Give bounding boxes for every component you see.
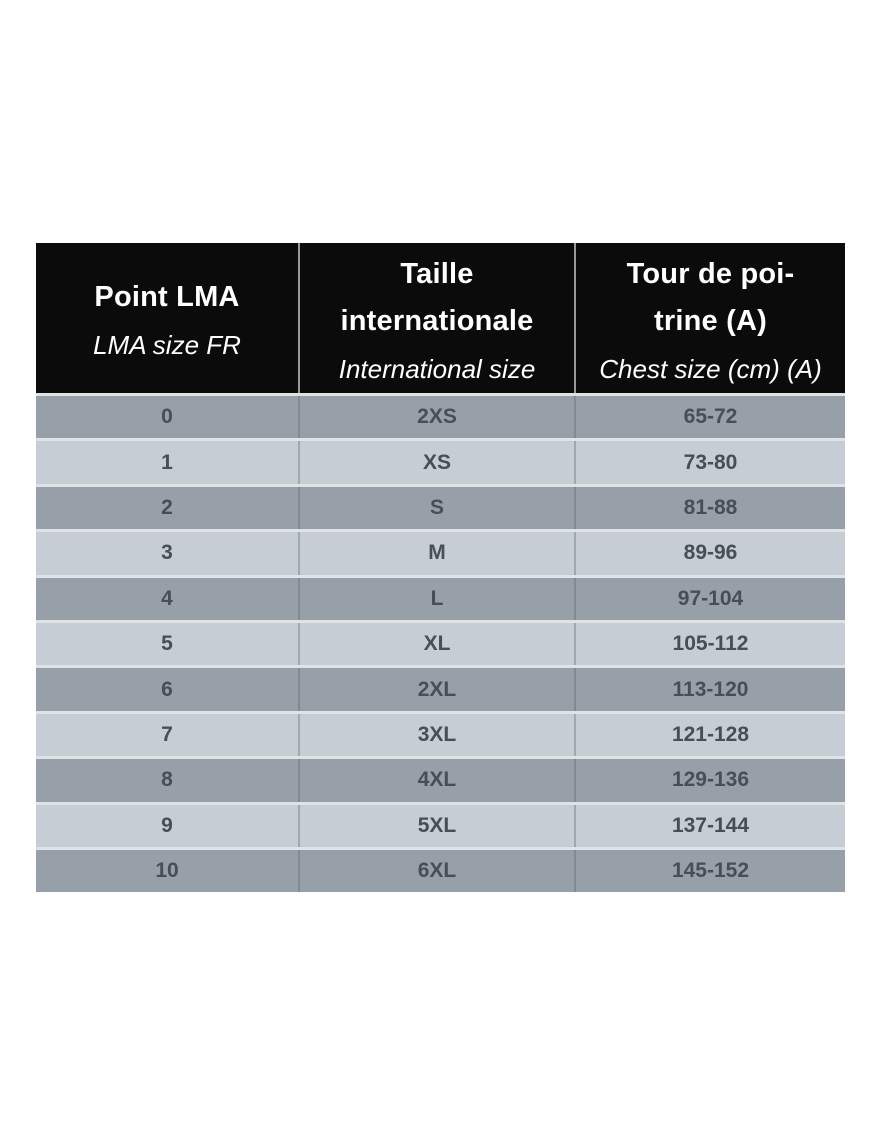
cell-intl-size: L (298, 578, 574, 620)
cell-lma-size: 8 (161, 768, 173, 792)
table-row (36, 620, 845, 665)
header-lma-size-fr: Point LMA (94, 281, 240, 314)
table-header-row (36, 243, 845, 393)
cell-lma-size: 5 (161, 632, 173, 656)
header-international-size-fr (341, 251, 534, 345)
table-row (36, 438, 845, 483)
header-international-size-fr-line1: Taille (400, 257, 474, 290)
cell-chest-size: 105-112 (574, 623, 845, 665)
cell-intl-size: M (298, 532, 574, 574)
cell-intl-size: 5XL (298, 805, 574, 847)
table-row (36, 529, 845, 574)
cell-chest-size: 97-104 (574, 578, 845, 620)
size-chart-table (36, 243, 845, 892)
cell-lma-size: 7 (161, 722, 173, 746)
cell-chest-size: 129-136 (574, 759, 845, 801)
table-row (36, 711, 845, 756)
cell-lma-size: 0 (161, 405, 173, 429)
cell-chest-size: 113-120 (574, 668, 845, 710)
table-row (36, 802, 845, 847)
header-lma-size-en: LMA size FR (93, 330, 241, 361)
table-row (36, 756, 845, 801)
cell-lma-size: 6 (161, 677, 173, 701)
cell-lma-size: 3 (161, 541, 173, 565)
header-international-size-en: International size (338, 353, 536, 384)
cell-intl-size: 4XL (298, 759, 574, 801)
header-chest-size (574, 243, 845, 393)
cell-chest-size: 137-144 (574, 805, 845, 847)
cell-intl-size: S (298, 487, 574, 529)
table-row (36, 847, 845, 892)
cell-lma-size: 9 (161, 813, 173, 837)
cell-intl-size: 2XS (298, 396, 574, 438)
header-chest-size-fr-line1: Tour de poi- (626, 257, 795, 290)
header-international-size (298, 243, 574, 393)
cell-chest-size: 121-128 (574, 714, 845, 756)
cell-chest-size: 89-96 (574, 532, 845, 574)
cell-intl-size: XS (298, 441, 574, 483)
cell-chest-size: 81-88 (574, 487, 845, 529)
cell-intl-size: XL (298, 623, 574, 665)
table-row (36, 484, 845, 529)
cell-chest-size: 145-152 (574, 850, 845, 892)
cell-chest-size: 65-72 (574, 396, 845, 438)
cell-intl-size: 2XL (298, 668, 574, 710)
cell-intl-size: 3XL (298, 714, 574, 756)
cell-chest-size: 73-80 (574, 441, 845, 483)
cell-lma-size: 1 (161, 450, 173, 474)
header-international-size-fr-line2: internationale (340, 304, 534, 337)
cell-intl-size: 6XL (298, 850, 574, 892)
header-chest-size-fr (627, 251, 795, 345)
table-row (36, 575, 845, 620)
table-row (36, 393, 845, 438)
cell-lma-size: 10 (155, 859, 179, 883)
header-lma-size (36, 243, 298, 393)
table-body (36, 393, 845, 892)
table-row (36, 665, 845, 710)
cell-lma-size: 4 (161, 586, 173, 610)
header-chest-size-fr-line2: trine (A) (654, 304, 767, 337)
header-chest-size-en: Chest size (cm) (A) (599, 353, 822, 384)
cell-lma-size: 2 (161, 495, 173, 519)
